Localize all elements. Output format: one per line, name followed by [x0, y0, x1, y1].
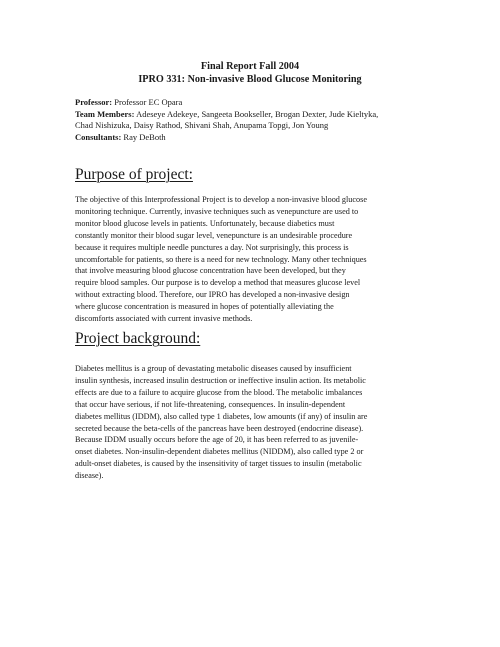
purpose-heading: Purpose of project: [75, 166, 193, 183]
purpose-line: discomforts associated with current invasive methods. [75, 314, 253, 324]
background-line: secreted because the beta-cells of the pancreas have been destroyed (endocrine disease). [75, 423, 364, 433]
professor-value: Professor EC Opara [114, 97, 183, 107]
purpose-line: monitoring technique. Currently, invasive techniques such as venepuncture are used to [75, 206, 359, 216]
background-line: effects are due to a failure to acquire glucose from the blood. The metabolic imbalances [75, 387, 363, 397]
consultants-label: Consultants: [75, 131, 122, 142]
report-title: Final Report Fall 2004 [200, 61, 300, 72]
background-line: Diabetes mellitus is a group of devastating metabolic diseases caused by insufficient [75, 364, 352, 373]
background-line: that occur have serious, if not life-threatening, consequences. In insulin-dependent [75, 399, 346, 409]
team-row-continued [75, 120, 435, 132]
purpose-line: require blood samples. Our purpose is to develop a method that measures glucose level [75, 278, 361, 288]
purpose-line: The objective of this Interprofessional Project is to develop a non-invasive blood glucose [75, 195, 367, 204]
background-line: disease). [75, 471, 104, 481]
background-line: diabetes mellitus (IDDM), also called type 1 diabetes, low amounts (if any) of insulin are [75, 411, 368, 421]
report-subtitle: IPRO 331: Non-invasive Blood Glucose Monitoring [138, 74, 362, 85]
team-row [75, 109, 435, 121]
consultants-row [75, 132, 435, 144]
team-value-line2: Chad Nishizuka, Daisy Rathod, Shivani Shah, Anupama Topgi, Jon Young [75, 120, 329, 130]
background-heading: Project background: [75, 330, 201, 347]
background-paragraph [75, 363, 440, 482]
report-metadata [75, 97, 435, 143]
background-line: insulin synthesis, increased insulin destruction or ineffective insulin action. Its metabolic [75, 375, 366, 385]
purpose-line: that involve measuring blood glucose concentration have been developed, but they [75, 266, 346, 276]
professor-label: Professor: [75, 97, 113, 107]
team-label: Team Members: [75, 108, 135, 119]
professor-row [75, 97, 435, 109]
team-value-line1: Adeseye Adekeye, Sangeeta Bookseller, Brogan Dexter, Jude Kieltyka, [136, 108, 379, 119]
report-title-block [0, 60, 500, 86]
purpose-line: where glucose concentration is measured in hopes of potentially alleviating the [75, 302, 334, 312]
purpose-line: without extracting blood. Therefore, our IPRO has developed a non-invasive design [75, 290, 350, 300]
consultants-value: Ray DeBoth [123, 131, 166, 142]
background-line: onset diabetes. Non-insulin-dependent diabetes mellitus (NIDDM), also called type 2 or [75, 447, 364, 457]
background-line: Because IDDM usually occurs before the age of 20, it has been referred to as juvenile- [75, 435, 359, 445]
purpose-line: constantly monitor their blood sugar level, venepuncture is an undesirable procedure [75, 230, 353, 240]
background-line: adult-onset diabetes, is caused by the insensitivity of target tissues to insulin (metabolic [75, 459, 362, 469]
purpose-line: uncomfortable for patients, so there is a need for new technology. Many other techniques [75, 254, 367, 264]
purpose-line: because it requires multiple needle punctures a day. Not surprisingly, this process is [75, 242, 349, 252]
purpose-paragraph [75, 194, 440, 325]
purpose-line: monitor blood glucose levels in patients. Unfortunately, because diabetics must [75, 218, 335, 228]
